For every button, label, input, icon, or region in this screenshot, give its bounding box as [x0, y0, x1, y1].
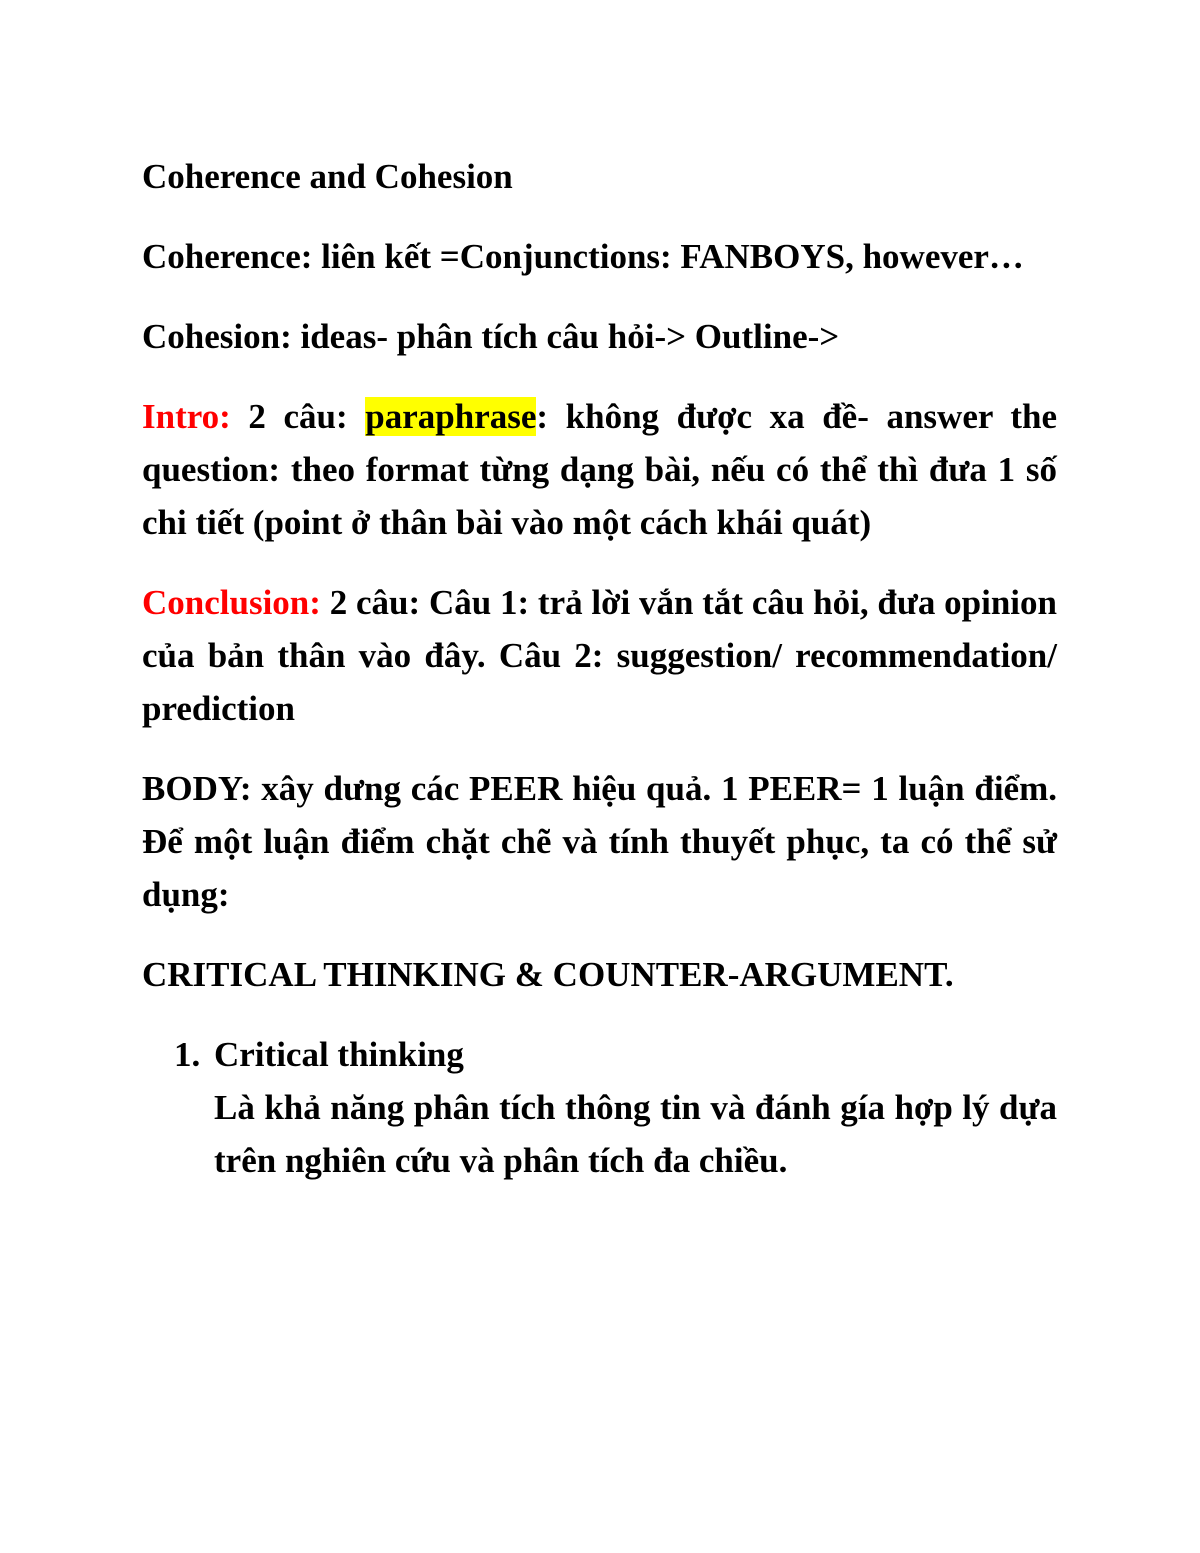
list-item-text: Là khả năng phân tích thông tin và đánh gía hợp lý dựa trên nghiên cứu và phân tích đa chiều. [214, 1088, 1057, 1180]
document-title: Coherence and Cohesion [142, 157, 513, 196]
intro-pre-text: 2 câu: [230, 397, 366, 436]
list-item [174, 1028, 1057, 1187]
list-item-number: 1. [174, 1035, 201, 1074]
intro-label: Intro: [142, 397, 231, 436]
critical-heading: CRITICAL THINKING & COUNTER-ARGUMENT. [142, 955, 954, 994]
list-item-title: Critical thinking [214, 1035, 464, 1074]
conclusion-paragraph [142, 576, 1057, 735]
coherence-text: liên kết =Conjunctions: FANBOYS, however… [312, 237, 1024, 276]
coherence-label: Coherence: [142, 237, 313, 276]
body-paragraph: BODY: xây dưng các PEER hiệu quả. 1 PEER= 1 luận điểm. Để một luận điểm chặt chẽ và tính thuyết phục, ta có thể sử dụng: [142, 769, 1057, 914]
intro-paragraph [142, 390, 1057, 549]
numbered-list [142, 1028, 1057, 1187]
paraphrase-highlight: paraphrase [365, 397, 537, 436]
document-page [142, 150, 1057, 1187]
conclusion-text: 2 câu: Câu 1: trả lời vắn tắt câu hỏi, đưa opinion của bản thân vào đây. Câu 2: suggestion/ recommendation/ prediction [142, 583, 1057, 728]
conclusion-label: Conclusion: [142, 583, 321, 622]
cohesion-paragraph: Cohesion: ideas- phân tích câu hỏi-> Outline-> [142, 317, 840, 356]
coherence-paragraph [142, 230, 1057, 283]
intro-post-text: : không được xa đề- answer the question: theo format từng dạng bài, nếu có thể thì đưa 1 số chi tiết (point ở thân bài vào một cách khái quát) [142, 397, 1058, 542]
